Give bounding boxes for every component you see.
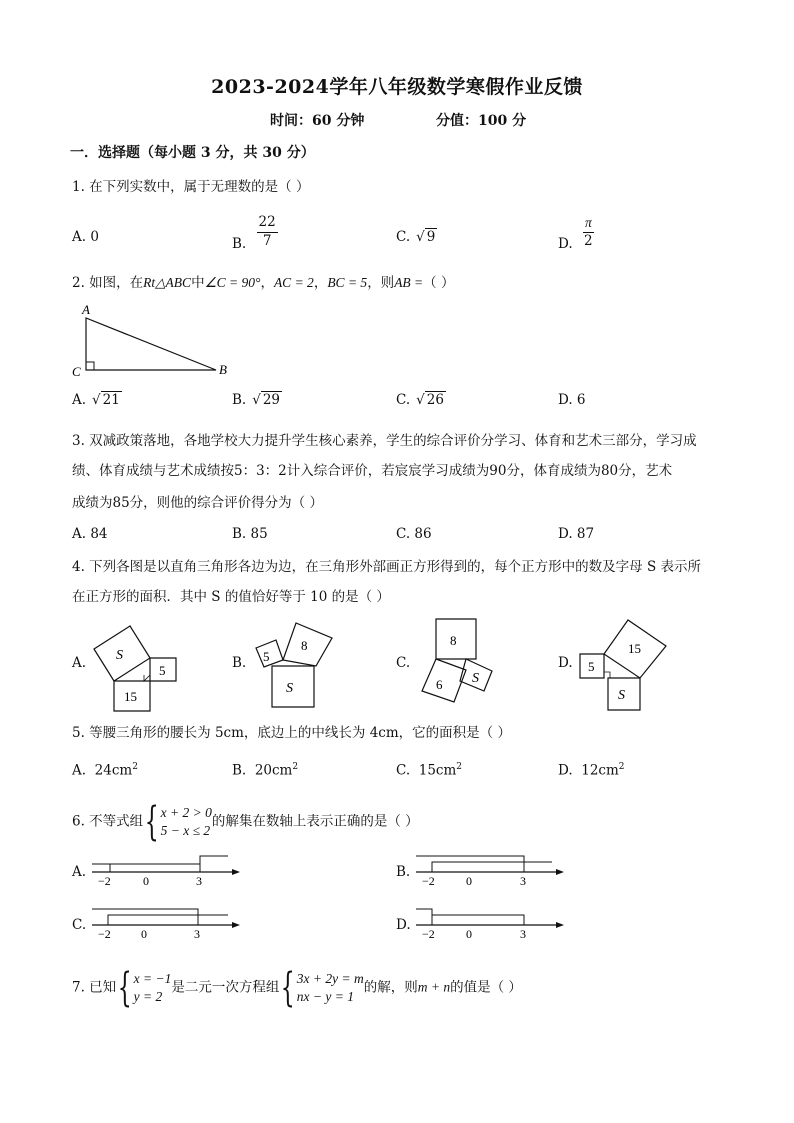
right-triangle	[86, 318, 216, 370]
label-15: 15	[124, 689, 137, 704]
q1-option-a: A. 0	[72, 229, 99, 245]
q1-option-c: C. √ 9	[396, 229, 436, 245]
right-ray	[432, 862, 552, 872]
q6-number-line-c	[88, 903, 248, 943]
label-s: S	[618, 688, 625, 703]
square-s	[272, 666, 314, 707]
q6-option-b-label: B.	[396, 864, 411, 880]
tick-3: 3	[196, 874, 202, 888]
label-5: 5	[588, 659, 595, 674]
question-3-line-3: 成绩为85分，则他的综合评价得分为（ ）	[72, 495, 323, 511]
tick-0: 0	[466, 874, 472, 888]
total-score: 分值：100 分	[436, 113, 527, 129]
q1-option-b: B. $\frac{22}{7}$	[232, 214, 276, 252]
right-angle-mark	[604, 672, 610, 678]
vertex-a-label: A	[82, 302, 90, 317]
square-8	[283, 623, 332, 666]
tick-3: 3	[194, 927, 200, 941]
q3-option-a: A. 84	[72, 526, 108, 542]
axis-arrow	[232, 922, 240, 928]
q3-option-d: D. 87	[558, 526, 595, 542]
right-ray	[200, 856, 228, 872]
square-5	[256, 640, 283, 667]
label-s: S	[472, 671, 479, 686]
label-15: 15	[628, 641, 641, 656]
paper-title: 2023-2024学年八年级数学寒假作业反馈	[211, 76, 583, 98]
question-7-stem: 7. 已知 { x = −1 y = 2 是二元一次方程组 { 3x + 2y = m nx − y = 1 的解，则m + n的值是（ ）	[72, 965, 522, 1011]
q3-option-c: C. 86	[396, 526, 432, 542]
q4-figure-c	[412, 615, 512, 715]
q4-figure-d	[576, 616, 676, 716]
axis-arrow	[556, 869, 564, 875]
label-8: 8	[301, 638, 308, 653]
question-4-line-1: 4. 下列各图是以直角三角形各边为边，在三角形外部画正方形得到的，每个正方形中的数及字母 S 表示所	[72, 559, 702, 575]
q6-option-d-label: D.	[396, 917, 411, 933]
tick-0: 0	[141, 927, 147, 941]
tick-0: 0	[143, 874, 149, 888]
q4-option-a-label: A.	[72, 655, 87, 671]
q3-option-b: B. 85	[232, 526, 268, 542]
section-heading: 一．选择题（每小题 3 分，共 30 分）	[70, 145, 315, 161]
right-ray	[108, 915, 228, 925]
q5-option-d: D. $12cm^2$	[558, 762, 625, 779]
vertex-b-label: B	[219, 362, 227, 377]
q2-option-d: D. 6	[558, 392, 586, 408]
right-angle-mark	[86, 362, 94, 370]
q6-number-line-b	[412, 850, 572, 890]
q2-triangle-figure	[66, 300, 246, 384]
label-5: 5	[159, 663, 166, 678]
q2-option-a: A. √ 21	[72, 392, 120, 408]
left-ray	[92, 864, 110, 872]
vertex-c-label: C	[72, 364, 81, 379]
time-limit: 时间：60 分钟	[270, 113, 365, 129]
tick-0: 0	[466, 927, 472, 941]
tick-neg2: −2	[422, 927, 435, 941]
question-3-line-1: 3. 双减政策落地，各地学校大力提升学生核心素养，学生的综合评价分学习、体育和艺术三部分，学习成	[72, 433, 697, 449]
q6-option-a-label: A.	[72, 864, 87, 880]
tick-3: 3	[520, 927, 526, 941]
label-8: 8	[450, 633, 457, 648]
question-1-stem: 1. 在下列实数中，属于无理数的是（ ）	[72, 179, 310, 195]
segment	[432, 915, 524, 925]
label-5: 5	[263, 649, 270, 664]
q2-option-c: C. √ 26	[396, 392, 444, 408]
q6-number-line-d	[412, 903, 572, 943]
axis-arrow	[232, 869, 240, 875]
question-6-stem: 6. 不等式组 { x + 2 > 0 5 − x ≤ 2 的解集在数轴上表示正确的是（ ）	[72, 799, 419, 845]
axis-arrow	[556, 922, 564, 928]
label-s: S	[116, 648, 123, 663]
q2-option-b: B. √ 29	[232, 392, 281, 408]
q1-option-d: D. $\frac{\pi}{2}$	[558, 215, 593, 252]
q4-figure-b	[250, 618, 350, 714]
label-6: 6	[436, 677, 443, 692]
tick-neg2: −2	[98, 874, 111, 888]
question-5-stem: 5. 等腰三角形的腰长为 5cm，底边上的中线长为 4cm，它的面积是（ ）	[72, 725, 511, 741]
right-angle-mark	[144, 675, 150, 681]
q6-number-line-a	[88, 850, 248, 890]
question-3-line-2: 绩、体育成绩与艺术成绩按5：3：2计入综合评价，若宸宸学习成绩为90分，体育成绩为80分，艺术	[72, 463, 673, 479]
question-4-line-2: 在正方形的面积．其中 S 的值恰好等于 10 的是（ ）	[72, 589, 390, 605]
tick-3: 3	[520, 874, 526, 888]
q4-option-d-label: D.	[558, 655, 573, 671]
q5-option-c: C. $15cm^2$	[396, 762, 463, 779]
q4-figure-a	[88, 618, 188, 714]
tick-neg2: −2	[422, 874, 435, 888]
label-s: S	[286, 681, 293, 696]
q5-option-b: B. $20cm^2$	[232, 762, 299, 779]
left-ray	[416, 909, 432, 925]
q5-option-a: A. $24cm^2$	[72, 762, 138, 779]
q4-option-b-label: B.	[232, 655, 247, 671]
q6-option-c-label: C.	[72, 917, 87, 933]
square-6	[422, 659, 466, 702]
question-2-stem: 2. 如图，在Rt△ABC中∠C = 90°，AC = 2，BC = 5，则AB =（ ）	[72, 275, 455, 291]
q4-option-c-label: C.	[396, 655, 411, 671]
tick-neg2: −2	[98, 927, 111, 941]
